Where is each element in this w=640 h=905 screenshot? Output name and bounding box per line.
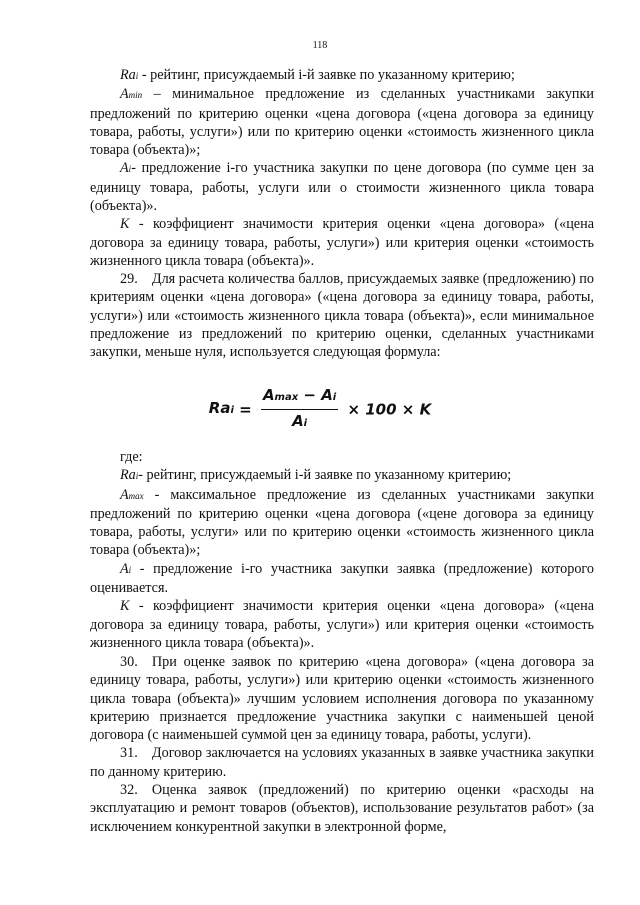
- formula-tail: × 100 × K: [342, 400, 432, 419]
- paragraph-31: 31. Договор заключается на условиях указанных в заявке участника закупки по данному критерию.: [90, 745, 594, 780]
- k-symbol: К: [120, 216, 130, 233]
- def2-ai: Ai - предложение i-го участника закупки заявка (предложение) которого оценивается.: [90, 560, 594, 597]
- formula-denominator: Ai: [292, 412, 308, 431]
- def-amin: Amin – минимальное предложение из сделанных участниками закупки предложений по критерию оценки «цена договора («цена договора за единицу товара, работы, услуги») или по критерию оценки «стоимость жизненного цикла товара (объекта)»;: [90, 86, 594, 159]
- def2-rai: Rai- рейтинг, присуждаемый i-й заявке по указанному критерию;: [120, 467, 512, 484]
- paragraph-29: 29. Для расчета количества баллов, присуждаемых заявке (предложению) по критериям оценки «цена договора» («цена договора за единицу товара, работы, услуги») или «стоимость жизненного цикла товара (объекта)», если минимальное предложение из предложений по критерию оценки, сделанных участниками закупки, меньше нуля, используется следующая формула:: [90, 271, 594, 361]
- rai-symbol: Ra: [120, 67, 136, 83]
- def-ai: Ai- предложение i-го участника закупки по цене договора (по сумме цен за единицу товара, работы, услуги или о стоимости жизненного цикла товара (объекта)».: [90, 160, 594, 215]
- page-number: 118: [312, 40, 328, 51]
- formula-numerator: Amax − Ai: [261, 386, 338, 410]
- formula-lhs: Rai: [208, 399, 234, 418]
- def-k: К - коэффициент значимости критерия оценки «цена договора» («цена договора за единицу товара, работы, услуги») или критерия оценки «стоимость жизненного цикла товара (объекта)».: [90, 216, 594, 269]
- paragraph-29-block: [90, 270, 594, 361]
- ai-symbol: A: [120, 160, 129, 177]
- definitions-block-2: [90, 448, 594, 652]
- def-rai: Rai - рейтинг, присуждаемый i-й заявке по указанному критерию;: [120, 67, 515, 83]
- paragraphs-30-32: [90, 653, 594, 836]
- where-label: где:: [120, 449, 143, 465]
- paragraph-30: 30. При оценке заявок по критерию «цена договора» («цена договора за единицу товара, работы, услуги») или критерию оценки «стоимость жизненного цикла товара (объекта)» лучшим условием исполнения договора по указанному критерию признается предложение участника закупки с наименьшей ценой договора (с наименьшей суммой цен за единицу товара, работы, услуги).: [90, 654, 594, 744]
- def2-k: К - коэффициент значимости критерия оценки «цена договора» («цена договора за единицу товара, работы, услуги») или критерия оценки «стоимость жизненного цикла товара (объекта)».: [90, 598, 594, 651]
- paragraph-32: 32. Оценка заявок (предложений) по критерию оценки «расходы на эксплуатацию и ремонт товаров (объектов), использование результатов работ» (за исключением конкурентной закупки в электронной форме,: [90, 782, 594, 835]
- formula-fraction: [261, 386, 338, 434]
- def2-amax: Amax - максимальное предложение из сделанных участниками закупки предложений по критерию оценки «цена договора («цене договора за единицу товара, работы, услуги» или по критерию оценки «стоимость жизненного цикла товара (объекта)»;: [90, 486, 594, 559]
- amin-symbol: A: [120, 86, 129, 103]
- formula: Rai = $\frac{Amax - Ai}{Ai}$ × 100 × K: [0, 386, 640, 434]
- definitions-block-1: [90, 66, 594, 270]
